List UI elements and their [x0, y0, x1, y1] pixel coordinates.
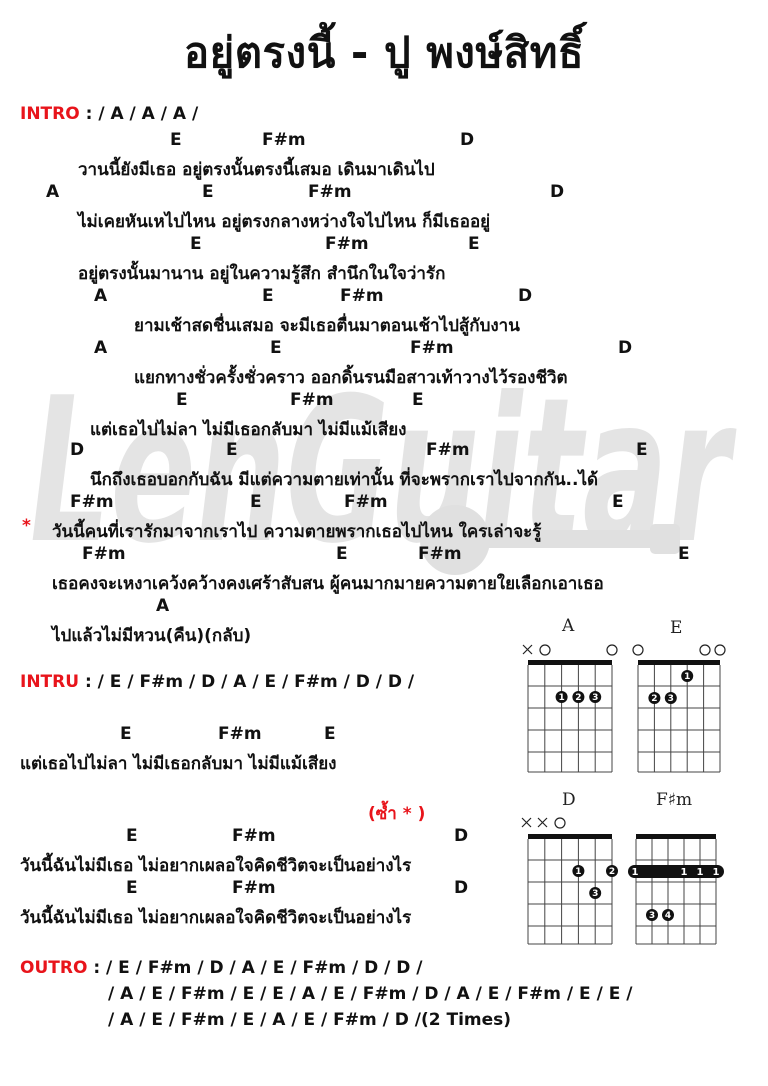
- chord-label: F#m: [410, 338, 454, 358]
- chord-label: F#m: [325, 234, 369, 254]
- chord-label: F#m: [308, 182, 352, 202]
- chord-label: F#m: [290, 390, 334, 410]
- svg-text:2: 2: [608, 867, 616, 877]
- chord-label: A: [94, 286, 108, 306]
- svg-text:3: 3: [592, 889, 599, 899]
- lyric-line: ยามเช้าสดชื่นเสมอ จะมีเธอตื่นมาตอนเช้าไปสู้กับงาน: [134, 316, 520, 336]
- chord-label: E: [336, 544, 348, 564]
- chord-label: E: [176, 390, 188, 410]
- lyric-line: วันนี้ฉันไม่มีเธอ ไม่อยากเผลอใจคิดชีวิตจะเป็นอย่างไร: [20, 908, 412, 928]
- outro-sequence-1: : / E / F#m / D / A / E / F#m / D / D /: [87, 958, 423, 978]
- lyric-line: นึกถึงเธอบอกกับฉัน มีแต่ความตายเท่านั้น ที่จะพรากเราไปจากกัน..ได้: [90, 470, 599, 490]
- chord-label: E: [468, 234, 480, 254]
- intru-sequence: : / E / F#m / D / A / E / F#m / D / D /: [79, 672, 415, 692]
- chord-label: F#m: [218, 724, 262, 744]
- chord-label: D: [70, 440, 85, 460]
- chord-label: F#m: [340, 286, 384, 306]
- chord-label: E: [126, 826, 138, 846]
- chord-diagram-a-name: A: [562, 616, 575, 636]
- chord-label: D: [618, 338, 633, 358]
- chord-diagram-d-name: D: [562, 790, 576, 810]
- chord-label: E: [126, 878, 138, 898]
- outro-line-1: [20, 958, 422, 978]
- lyric-line: เธอคงจะเหงาเคว้งคว้างคงเศร้าสับสน ผู้คนมากมายความตายใยเลือกเอาเธอ: [52, 574, 604, 594]
- chord-diagram-fsm-name: F♯m: [656, 790, 693, 810]
- chord-label: A: [94, 338, 108, 358]
- lyric-line: วานนี้ยังมีเธอ อยู่ตรงนั้นตรงนี้เสมอ เดินมาเดินไป: [78, 160, 435, 180]
- repeat-marker: (ซ้ำ * ): [368, 804, 426, 824]
- svg-text:1: 1: [712, 867, 720, 878]
- chord-label: E: [636, 440, 648, 460]
- lyric-line: แต่เธอไปไม่ลา ไม่มีเธอกลับมา ไม่มีแม้เสียง: [90, 420, 407, 440]
- outro-label: OUTRO: [20, 958, 88, 978]
- chord-label: A: [46, 182, 60, 202]
- chord-label: E: [412, 390, 424, 410]
- intro-line: [20, 104, 198, 124]
- chord-label: E: [202, 182, 214, 202]
- intru-label: INTRU: [20, 672, 80, 692]
- chord-label: F#m: [232, 878, 276, 898]
- chord-label: E: [120, 724, 132, 744]
- lyric-line: วันนี้คนที่เรารักมาจากเราไป ความตายพรากเธอไปไหน ใครเล่าจะรู้: [52, 522, 542, 542]
- lyric-line: ไม่เคยหันเหไปไหน อยู่ตรงกลางหว่างใจไปไหน ก็มีเธออยู่: [78, 212, 491, 232]
- lyric-line: ไปแล้วไม่มีหวน(คืน)(กลับ): [52, 626, 252, 646]
- chord-label: E: [678, 544, 690, 564]
- svg-text:3: 3: [592, 693, 599, 703]
- svg-text:1: 1: [680, 867, 688, 878]
- chord-diagram-e: [630, 640, 730, 776]
- chord-label: D: [454, 826, 469, 846]
- svg-text:2: 2: [651, 694, 658, 704]
- chord-label: E: [612, 492, 624, 512]
- intro-sequence: : / A / A / A /: [79, 104, 199, 124]
- repeat-star: *: [22, 516, 31, 536]
- chord-label: D: [550, 182, 565, 202]
- chord-label: F#m: [344, 492, 388, 512]
- chord-label: E: [270, 338, 282, 358]
- chord-diagram-e-name: E: [670, 618, 683, 638]
- chord-label: E: [250, 492, 262, 512]
- outro-sequence-3: / A / E / F#m / E / A / E / F#m / D /(2 Times): [108, 1010, 512, 1030]
- chord-label: F#m: [70, 492, 114, 512]
- svg-text:1: 1: [696, 867, 704, 878]
- outro-sequence-2: / A / E / F#m / E / E / A / E / F#m / D / A / E / F#m / E / E /: [108, 984, 633, 1004]
- lyric-line: วันนี้ฉันไม่มีเธอ ไม่อยากเผลอใจคิดชีวิตจะเป็นอย่างไร: [20, 856, 412, 876]
- chord-label: D: [460, 130, 475, 150]
- chord-label: E: [324, 724, 336, 744]
- lyric-line: แต่เธอไปไม่ลา ไม่มีเธอกลับมา ไม่มีแม้เสียง: [20, 754, 337, 774]
- watermark-text: LenGuitar: [30, 380, 737, 588]
- svg-text:2: 2: [575, 693, 582, 703]
- chord-diagram-d: [516, 814, 620, 948]
- lyric-line: แยกทางชั่วครั้งชั่วคราว ออกดิ้นรนมือสาวเท้าวางไว้รองชีวิต: [134, 368, 568, 388]
- chord-label: F#m: [418, 544, 462, 564]
- chord-label: A: [156, 596, 170, 616]
- chord-label: F#m: [82, 544, 126, 564]
- chord-diagram-fsm: [626, 814, 726, 948]
- svg-text:1: 1: [575, 867, 582, 877]
- svg-text:1: 1: [558, 693, 565, 703]
- chord-label: D: [518, 286, 533, 306]
- chord-label: D: [454, 878, 469, 898]
- chord-label: E: [190, 234, 202, 254]
- chord-label: E: [170, 130, 182, 150]
- svg-text:3: 3: [648, 911, 656, 921]
- svg-text:1: 1: [684, 672, 691, 682]
- chord-label: F#m: [426, 440, 470, 460]
- intru-line: [20, 672, 414, 692]
- svg-text:3: 3: [667, 694, 674, 704]
- chord-label: E: [226, 440, 238, 460]
- svg-text:1: 1: [631, 867, 639, 878]
- intro-label: INTRO: [20, 104, 80, 124]
- svg-text:4: 4: [664, 911, 672, 921]
- chord-diagram-a: [516, 640, 620, 776]
- chord-label: E: [262, 286, 274, 306]
- chord-label: F#m: [232, 826, 276, 846]
- chord-label: F#m: [262, 130, 306, 150]
- lyric-line: อยู่ตรงนั้นมานาน อยู่ในความรู้สึก สำนึกในใจว่ารัก: [78, 264, 446, 284]
- song-title: อยู่ตรงนี้ - ปู พงษ์สิทธิ์: [183, 28, 585, 77]
